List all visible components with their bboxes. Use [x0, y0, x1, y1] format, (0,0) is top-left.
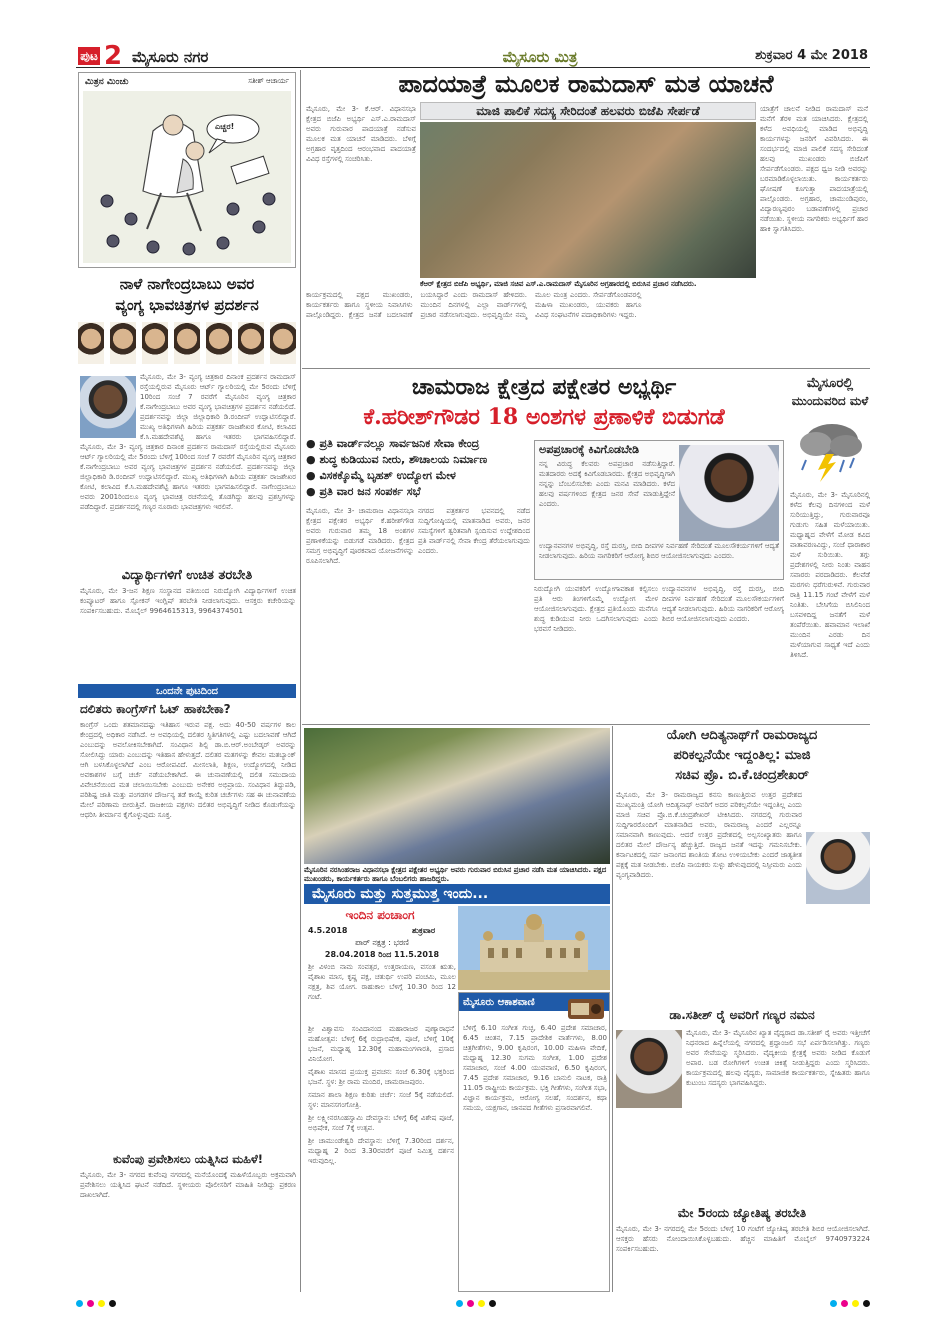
students-headline: ವಿದ್ಯಾರ್ಥಿಗಳಿಗೆ ಉಚಿತ ತರಬೇತಿ [121, 568, 253, 583]
lead-left-body: ಮೈಸೂರು, ಮೇ 3- ಕೆ.ಆರ್. ವಿಧಾನಸಭಾ ಕ್ಷೇತ್ರದ ಬಿಜೆಪಿ ಅಭ್ಯರ್ಥಿ ಎಸ್.ಎ.ರಾಮದಾಸ್ ಅವರು ಗುರುವಾರ ಪಾದಯಾತ್ರೆ ನಡೆಸುವ ಮೂಲಕ ಮತ ಯಾಚನೆ ಮಾಡಿದರು. ಬೆಳಿಗ್ಗೆ ಅಗ್ರಹಾರ ವೃತ್ತದಿಂದ ಆರಂಭವಾದ ಪಾದಯಾತ್ರೆ ವಿವಿಧ ರಸ್ತೆಗಳಲ್ಲಿ ಸಂಚರಿಸಿತು. [306, 105, 416, 163]
rain-cloud-icon [792, 414, 868, 484]
nagendra-photo [80, 376, 136, 438]
lead-caption: ಕೆಆರ್ ಕ್ಷೇತ್ರದ ಬಿಜೆಪಿ ಅಭ್ಯರ್ಥಿ, ಮಾಜಿ ಸಚಿವ ಎಸ್.ಎ.ರಾಮದಾಸ್ ಮೈಸೂರಿನ ಅಗ್ರಹಾರದಲ್ಲಿ ಬಿರುಸಿನ ಪ್ರಚಾರ ನಡೆಸಿದರು. [420, 280, 697, 288]
jyoti-body: ಮೈಸೂರು, ಮೇ 3- ನಗರದಲ್ಲಿ ಮೇ 5ರಂದು ಬೆಳಿಗ್ಗೆ 10 ಗಂಟೆಗೆ ಜ್ಯೋತಿಷ್ಯ ತರಬೇತಿ ಶಿಬಿರ ಆಯೋಜಿಸಲಾಗಿದೆ. ಆಸಕ್ತರು ಹೆಸರು ನೋಂದಾಯಿಸಿಕೊಳ್ಳಬಹುದು. ಹೆಚ್ಚಿನ ಮಾಹಿತಿಗೆ ಮೊಬೈಲ್ 9740973224 ಸಂಪರ್ಕಿಸಬಹುದು. [616, 1225, 870, 1253]
harish-headline-2: ಕೆ.ಹರೀಶ್‌ಗೌಡರ 18 ಅಂಶಗಳ ಪ್ರಣಾಳಿಕೆ ಬಿಡುಗಡೆ [363, 404, 725, 430]
caricature-image [78, 322, 104, 364]
page-number: 2 [104, 41, 123, 71]
bullet-item: ● ಪ್ರತಿ ವಾರ್ಡ್‌ನಲ್ಲೂ ಸಾರ್ವಜನಿಕ ಸೇವಾ ಕೇಂದ್ರ [306, 437, 480, 450]
lead-bottom-body: ಕಾರ್ಯಕ್ರಮದಲ್ಲಿ ಪಕ್ಷದ ಮುಖಂಡರು, ಕಾರ್ಯಕರ್ತರು ಹಾಗೂ ಸ್ಥಳೀಯ ನಿವಾಸಿಗಳು ಪಾಲ್ಗೊಂಡಿದ್ದರು. ಕ್ಷೇತ್ರದ ಜನತೆ ಬದಲಾವಣೆ ಬಯಸಿದ್ದಾರೆ ಎಂದು ರಾಮದಾಸ್ ಹೇಳಿದರು. ಮುಂದಿನ ದಿನಗಳಲ್ಲಿ ಎಲ್ಲಾ ವಾರ್ಡ್‌ಗಳಲ್ಲಿ ಪ್ರಚಾರ ನಡೆಸಲಾಗುವುದು. ಅಭಿವೃದ್ಧಿಯೇ ನಮ್ಮ ಮೂಲ ಮಂತ್ರ ಎಂದರು. ಸೇರ್ಪಡೆಗೊಂಡವರಲ್ಲಿ ಮಹಿಳಾ ಮುಖಂಡರು, ಯುವಕರು ಹಾಗೂ ವಿವಿಧ ಸಂಘಟನೆಗಳ ಪದಾಧಿಕಾರಿಗಳು ಇದ್ದರು. [306, 291, 642, 319]
panchanga-range: 28.04.2018 ರಿಂದ 11.5.2018 [324, 950, 440, 959]
nagendra-headline-1: ನಾಳೆ ನಾಗೇಂದ್ರಬಾಬು ಅವರ [119, 275, 255, 293]
yogi-headline-2: ಪರಿಕಲ್ಪನೆಯೇ ಇದ್ದಂತಿಲ್ಲ: ಮಾಜಿ [673, 748, 811, 763]
today-bar [304, 884, 610, 904]
kavi-photo [679, 445, 779, 541]
registration-marks [830, 1300, 870, 1307]
yogi-headline-1: ಯೋಗಿ ಆದಿತ್ಯನಾಥ್‌ಗೆ ರಾಮರಾಜ್ಯದ [666, 728, 818, 743]
satish-headline: ಡಾ.ಸತೀಶ್ ರೈ ಅವರಿಗೆ ಗಣ್ಯರ ನಮನ [669, 1008, 815, 1022]
list-item: ಶ್ರೀ ಲಕ್ಷ್ಮೀನರಸಿಂಹಸ್ವಾಮಿ ದೇವಸ್ಥಾನ: ಬೆಳಿಗ್ಗೆ 6ಕ್ಕೆ ವಿಶೇಷ ಪೂಜೆ, ಅಭಿಷೇಕ, ಸಂಜೆ 7ಕ್ಕೆ ಉತ್ಸವ. [308, 1114, 454, 1132]
column-body: ಕಾಂಗ್ರೆಸ್ ಒಂದು ಶತಮಾನದಷ್ಟು ಇತಿಹಾಸ ಇರುವ ಪಕ್ಷ. ಅದು 40-50 ವರ್ಷಗಳ ಕಾಲ ಕೇಂದ್ರದಲ್ಲಿ ಅಧಿಕಾರ ನಡೆಸಿದೆ. ಆ ಅವಧಿಯಲ್ಲಿ ದಲಿತರ ಸ್ಥಿತಿಗತಿಗಳಲ್ಲಿ ಎಷ್ಟು ಬದಲಾವಣೆ ಆಗಿದೆ ಎಂಬುದನ್ನು ಅವಲೋಕಿಸಬೇಕಾಗಿದೆ. ಸಂವಿಧಾನ ಶಿಲ್ಪಿ ಡಾ.ಬಿ.ಆರ್.ಅಂಬೇಡ್ಕರ್ ಅವರನ್ನು ಸೋಲಿಸಿದ್ದು ಯಾರು ಎಂಬುದನ್ನು ಇತಿಹಾಸ ಹೇಳುತ್ತದೆ. ದಲಿತರ ಮತಗಳನ್ನು ಕೇವಲ ಮತಬ್ಯಾಂಕ್ ಆಗಿ ಬಳಸಿಕೊಳ್ಳಲಾಗಿದೆ ಎಂಬ ಆರೋಪವಿದೆ. ಮೀಸಲಾತಿ, ಶಿಕ್ಷಣ, ಉದ್ಯೋಗದಲ್ಲಿ ನೀಡಿದ ಅವಕಾಶಗಳ ಬಗ್ಗೆ ಚರ್ಚೆ ನಡೆಯಬೇಕಾಗಿದೆ. ಈ ಚುನಾವಣೆಯಲ್ಲಿ ದಲಿತ ಸಮುದಾಯ ವಿವೇಚನೆಯಿಂದ ಮತ ಚಲಾಯಿಸಬೇಕು ಎಂಬುದು ಅನೇಕರ ಅಭಿಪ್ರಾಯ. ಸಂವಿಧಾನ ತಿದ್ದುಪಡಿ, ಪರಿಶಿಷ್ಟ ಜಾತಿ ಮತ್ತು ಪಂಗಡಗಳ ದೌರ್ಜನ್ಯ ತಡೆ ಕಾಯ್ದೆ ಕುರಿತ ಚರ್ಚೆಗಳು ಸಹ ಈ ಚುನಾವಣೆಯ ಮೇಲೆ ಪರಿಣಾಮ ಬೀರುತ್ತಿವೆ. ರಾಜಕೀಯ ಪಕ್ಷಗಳು ದಲಿತರ ಅಭಿವೃದ್ಧಿಗೆ ನೀಡಿದ ಕೊಡುಗೆಯನ್ನು ಆಧರಿಸಿ ತೀರ್ಮಾನ ಕೈಗೊಳ್ಳುವುದು ಸೂಕ್ತ. [80, 721, 296, 819]
campaign-caption: ಮೈಸೂರಿನ ನರಸಿಂಹರಾಜ ವಿಧಾನಸಭಾ ಕ್ಷೇತ್ರದ ಪಕ್ಷೇತರ ಅಭ್ಯರ್ಥಿ ಅವರು ಗುರುವಾರ ಬಿರುಸಿನ ಪ್ರಚಾರ ನಡೆಸಿ ಮತ ಯಾಚಿಸಿದರು. ಪಕ್ಷದ ಮುಖಂಡರು, ಕಾರ್ಯಕರ್ತರು ಹಾಗೂ ಬೆಂಬಲಿಗರು ಹಾಜರಿದ್ದರು. [304, 866, 607, 883]
cartoon-author: ಸತೀಶ್ ಆಚಾರ್ಯ [248, 77, 289, 85]
today-items [308, 1024, 454, 1292]
yogi-photo [806, 832, 870, 904]
list-item: ಶ್ರೀ ಚಾಮುಂಡೇಶ್ವರಿ ದೇವಸ್ಥಾನ: ಬೆಳಿಗ್ಗೆ 7.30ರಿಂದ ದರ್ಶನ, ಮಧ್ಯಾಹ್ನ 2 ರಿಂದ 3.30ರವರೆಗೆ ಪೂಜೆ ನಿಮಿತ್ತ ದರ್ಶನ ಇರುವುದಿಲ್ಲ. [308, 1137, 454, 1165]
bullet-item: ● ವಿಸಕಕ್ಕೊಮ್ಮೆ ಬೃಹತ್ ಉದ್ಯೋಗ ಮೇಳ [306, 469, 456, 482]
harish-bullets [306, 436, 532, 500]
nagendra-body-text: ಮೈಸೂರು, ಮೇ 3- ವ್ಯಂಗ್ಯ ಚಿತ್ರಕಾರ ದಿನಾಂಕ ಪ್ರದರ್ಶನ ರಾಮದಾಸ್ ರಸ್ತೆಯಲ್ಲಿರುವ ಮೈಸೂರು ಆರ್ಟ್ ಗ್ಯಾಲರಿಯಲ್ಲಿ ಮೇ 5ರಂದು ಬೆಳಿಗ್ಗೆ 10ರಿಂದ ಸಂಜೆ 7 ರವರೆಗೆ ಮೈಸೂರಿನ ವ್ಯಂಗ್ಯ ಚಿತ್ರಕಾರ ಕೆ.ನಾಗೇಂದ್ರಬಾಬು ಅವರ ವ್ಯಂಗ್ಯ ಭಾವಚಿತ್ರಗಳ ಪ್ರದರ್ಶನ ನಡೆಯಲಿದೆ. ಪ್ರದರ್ಶನವನ್ನು ಜಿಲ್ಲಾ ಜಿಲ್ಲಾಧಿಕಾರಿ ಡಿ.ರಂದೀಪ್ ಉದ್ಘಾಟಿಸಲಿದ್ದಾರೆ. ಮುಖ್ಯ ಅತಿಥಿಗಳಾಗಿ ಹಿರಿಯ ಪತ್ರಕರ್ತ ರಾಜಶೇಖರ ಕೋಟಿ, ಕಲಾವಿದ ಕೆ.ಸಿ.ಮಹದೇವಶೆಟ್ಟಿ ಹಾಗೂ ಇತರರು ಭಾಗವಹಿಸಲಿದ್ದಾರೆ. ನಾಗೇಂದ್ರಬಾಬು ಅವರು 2001ರಿಂದಲೂ ವ್ಯಂಗ್ಯ ಭಾವಚಿತ್ರ ರಚನೆಯಲ್ಲಿ ತೊಡಗಿದ್ದು ಹಲವು ಪ್ರಶಸ್ತಿಗಳನ್ನು ಪಡೆದಿದ್ದಾರೆ. ಪ್ರದರ್ಶನದಲ್ಲಿ ಗಣ್ಯರ ನೂರಾರು ಭಾವಚಿತ್ರಗಳು ಇರಲಿವೆ. [80, 443, 296, 511]
column-divider [612, 726, 613, 1292]
radio-body: ಬೆಳಿಗ್ಗೆ 6.10 ಸಂಗೀತ ಗುಚ್ಛ, 6.40 ಪ್ರದೇಶ ಸಮಾಚಾರ, 6.45 ಚಿಂತನ, 7.15 ಪ್ರಾದೇಶಿಕ ವಾರ್ತೆಗಳು, 8.00 ಚಿತ್ರಗೀತೆಗಳು, 9.00 ಕೃಷಿರಂಗ, 10.00 ಮಹಿಳಾ ವೇದಿಕೆ, ಮಧ್ಯಾಹ್ನ 12.30 ಸುಗಮ ಸಂಗೀತ, 1.00 ಪ್ರದೇಶ ಸಮಾಚಾರ, ಸಂಜೆ 4.00 ಯುವವಾಣಿ, 6.50 ಕೃಷಿರಂಗ, 7.45 ಪ್ರದೇಶ ಸಮಾಚಾರ, 9.16 ಬಾನುಲಿ ನಾಟಕ, ರಾತ್ರಿ 11.05 ರಾಷ್ಟ್ರೀಯ ಕಾರ್ಯಕ್ರಮ. ಭಕ್ತಿ ಗೀತೆಗಳು, ಸಂಗೀತ ಸಭಾ, ವಿಜ್ಞಾನ ಕಾರ್ಯಕ್ರಮ, ಆರೋಗ್ಯ ಸಲಹೆ, ಸಂದರ್ಶನ, ಕಥಾ ಸಮಯ, ಯಕ್ಷಗಾನ, ಜಾನಪದ ಗೀತೆಗಳು ಪ್ರಸಾರವಾಗಲಿವೆ. [463, 1024, 607, 1112]
cartoon-box [78, 72, 296, 268]
kavi-box [534, 440, 784, 580]
caricature-strip [78, 322, 296, 368]
column-headline: ದಲಿತರು ಕಾಂಗ್ರೆಸ್‌ಗೆ ಓಟ್ ಹಾಕಬೇಕಾ? [80, 702, 231, 716]
panchanga-date: 4.5.2018 [308, 926, 348, 935]
lead-headline: ಪಾದಯಾತ್ರೆ ಮೂಲಕ ರಾಮದಾಸ್ ಮತ ಯಾಚನೆ [398, 69, 774, 98]
today-bar-text: ಮೈಸೂರು ಮತ್ತು ಸುತ್ತಮುತ್ತ ಇಂದು... [312, 886, 489, 902]
section-title: ಮೈಸೂರು ನಗರ [132, 48, 209, 66]
bullet-text: ವಿಸಕಕ್ಕೊಮ್ಮೆ ಬೃಹತ್ ಉದ್ಯೋಗ ಮೇಳ [319, 469, 456, 482]
section-divider [302, 724, 870, 725]
nagendra-body: ಮೈಸೂರು, ಮೇ 3- ವ್ಯಂಗ್ಯ ಚಿತ್ರಕಾರ ದಿನಾಂಕ ಪ್ರದರ್ಶನ ರಾಮದಾಸ್ ರಸ್ತೆಯಲ್ಲಿರುವ ಮೈಸೂರು ಆರ್ಟ್ ಗ್ಯಾಲರಿಯಲ್ಲಿ ಮೇ 5ರಂದು ಬೆಳಿಗ್ಗೆ 10ರಿಂದ ಸಂಜೆ 7 ರವರೆಗೆ ಮೈಸೂರಿನ ವ್ಯಂಗ್ಯ ಚಿತ್ರಕಾರ ಕೆ.ನಾಗೇಂದ್ರಬಾಬು ಅವರ ವ್ಯಂಗ್ಯ ಭಾವಚಿತ್ರಗಳ ಪ್ರದರ್ಶನ ನಡೆಯಲಿದೆ. ಪ್ರದರ್ಶನವನ್ನು ಜಿಲ್ಲಾ ಜಿಲ್ಲಾಧಿಕಾರಿ ಡಿ.ರಂದೀಪ್ ಉದ್ಘಾಟಿಸಲಿದ್ದಾರೆ. ಮುಖ್ಯ ಅತಿಥಿಗಳಾಗಿ ಹಿರಿಯ ಪತ್ರಕರ್ತ ರಾಜಶೇಖರ ಕೋಟಿ, ಕಲಾವಿದ ಕೆ.ಸಿ.ಮಹದೇವಶೆಟ್ಟಿ ಹಾಗೂ ಇತರರು ಭಾಗವಹಿಸಲಿದ್ದಾರೆ. [140, 373, 296, 441]
panchanga-body: ಶ್ರೀ ವಿಳಂಬಿ ನಾಮ ಸಂವತ್ಸರ, ಉತ್ತರಾಯಣ, ವಸಂತ ಋತು, ವೈಶಾಖ ಮಾಸ, ಕೃಷ್ಣ ಪಕ್ಷ, ಚತುರ್ಥಿ ಉಪರಿ ಪಂಚಮಿ, ಮೂಲ ನಕ್ಷತ್ರ, ಶಿವ ಯೋಗ. ರಾಹುಕಾಲ ಬೆಳಿಗ್ಗೆ 10.30 ರಿಂದ 12 ಗಂಟೆ. [308, 963, 456, 1001]
page-date: ಶುಕ್ರವಾರ 4 ಮೇ 2018 [755, 48, 868, 63]
kuvempu-headline: ಕುವೆಂಪು ಪ್ರವೇಶಿಸಲು ಯತ್ನಿಸಿದ ಮಹಿಳೆ! [113, 1152, 263, 1166]
lead-photo [420, 122, 756, 278]
list-item: ವೈಶಾಖ ಮಾಸದ ಪ್ರಯುಕ್ತ ಪ್ರವಚನ: ಸಂಜೆ 6.30ಕ್ಕೆ ಭಕ್ತರಿಂದ ಭಜನೆ. ಸ್ಥಳ: ಶ್ರೀ ರಾಮ ಮಂದಿರ, ಚಾಮರಾಜಪುರಂ. [308, 1068, 454, 1086]
column-label-text: ಒಂದನೇ ಪುಟದಿಂದ [156, 685, 218, 697]
yogi-headline-3: ಸಚಿವ ಪ್ರೊ. ಬಿ.ಕೆ.ಚಂದ್ರಶೇಖರ್ [675, 768, 809, 783]
harish-body-1: ಮೈಸೂರು, ಮೇ 3- ಚಾಮರಾಜ ವಿಧಾನಸಭಾ ಕ್ಷೇತ್ರದ ಪಕ್ಷೇತರ ಅಭ್ಯರ್ಥಿ ಕೆ.ಹರೀಶ್‌ಗೌಡ ಅವರು ಗುರುವಾರ ತಮ್ಮ 18 ಅಂಶಗಳ ಪ್ರಣಾಳಿಕೆಯನ್ನು ಬಿಡುಗಡೆ ಮಾಡಿದರು. ಕ್ಷೇತ್ರದ ಸಮಗ್ರ ಅಭಿವೃದ್ಧಿಗೆ ಪೂರಕವಾದ ಯೋಜನೆಗಳನ್ನು ರೂಪಿಸಲಾಗಿದೆ. [306, 507, 414, 565]
campaign-photo [304, 728, 610, 864]
bullet-text: ಶುದ್ಧ ಕುಡಿಯುವ ನೀರು, ಶೌಚಾಲಯ ನಿರ್ಮಾಣ [319, 453, 488, 466]
bullet-item: ● ಶುದ್ಧ ಕುಡಿಯುವ ನೀರು, ಶೌಚಾಲಯ ನಿರ್ಮಾಣ [306, 453, 488, 466]
kavi-body-2: ಉದ್ಯಾನವನಗಳ ಅಭಿವೃದ್ಧಿ, ರಸ್ತೆ ದುರಸ್ತಿ, ಬೀದಿ ದೀಪಗಳ ನಿರ್ವಹಣೆ ಸೇರಿದಂತೆ ಮೂಲಸೌಕರ್ಯಗಳಿಗೆ ಆದ್ಯತೆ ನೀಡಲಾಗುವುದು. ಹಿರಿಯ ನಾಗರಿಕರಿಗೆ ಆರೋಗ್ಯ ಶಿಬಿರ ಆಯೋಜಿಸಲಾಗುವುದು ಎಂದರು. [539, 542, 779, 560]
masthead: ಮೈಸೂರು ಮಿತ್ರ [502, 48, 578, 66]
panchanga-title: ಇಂದಿನ ಪಂಚಾಂಗ [345, 908, 415, 922]
list-item: ಶ್ರೀ ವಿಶ್ವಾವಸು ಸಂವಿದಾನಂದ ಮಹಾರಾಜರ ಪುಣ್ಯಾರಾಧನೆ ಮಹೋತ್ಸವ: ಬೆಳಿಗ್ಗೆ 6ಕ್ಕೆ ರುದ್ರಾಭಿಷೇಕ, ಪೂಜೆ, ಬೆಳಿಗ್ಗೆ 10ಕ್ಕೆ ಭಜನೆ, ಮಧ್ಯಾಹ್ನ 12.30ಕ್ಕೆ ಮಹಾಮಂಗಳಾರತಿ, ಪ್ರಸಾದ ವಿನಿಯೋಗ. [308, 1025, 454, 1063]
palace-image [458, 906, 610, 990]
satish-photo [616, 1030, 682, 1108]
nagendra-headline-2: ವ್ಯಂಗ್ಯ ಭಾವಚಿತ್ರಗಳ ಪ್ರದರ್ಶನ [115, 296, 259, 314]
caricature-image [174, 322, 200, 364]
lead-right-body: ಯಾತ್ರೆಗೆ ಚಾಲನೆ ನೀಡಿದ ರಾಮದಾಸ್ ಮನೆ ಮನೆಗೆ ತೆರಳಿ ಮತ ಯಾಚಿಸಿದರು. ಕ್ಷೇತ್ರದಲ್ಲಿ ಕಳೆದ ಅವಧಿಯಲ್ಲಿ ಮಾಡಿದ ಅಭಿವೃದ್ಧಿ ಕಾರ್ಯಗಳನ್ನು ಜನರಿಗೆ ವಿವರಿಸಿದರು. ಈ ಸಂದರ್ಭದಲ್ಲಿ ಮಾಜಿ ಪಾಲಿಕೆ ಸದಸ್ಯ ಸೇರಿದಂತೆ ಹಲವು ಮುಖಂಡರು ಬಿಜೆಪಿಗೆ ಸೇರ್ಪಡೆಗೊಂಡರು. ಪಕ್ಷದ ಧ್ವಜ ನೀಡಿ ಅವರನ್ನು ಬರಮಾಡಿಕೊಳ್ಳಲಾಯಿತು. ಕಾರ್ಯಕರ್ತರು ಘೋಷಣೆ ಕೂಗುತ್ತಾ ಪಾದಯಾತ್ರೆಯಲ್ಲಿ ಪಾಲ್ಗೊಂಡರು. ಅಗ್ರಹಾರ, ಚಾಮುಂಡಿಪುರಂ, ವಿದ್ಯಾರಣ್ಯಪುರಂ ಬಡಾವಣೆಗಳಲ್ಲಿ ಪ್ರಚಾರ ನಡೆಯಿತು. ಸ್ಥಳೀಯ ನಾಗರಿಕರು ಅಭ್ಯರ್ಥಿಗೆ ಹಾರ ಹಾಕಿ ಸ್ವಾಗತಿಸಿದರು. [760, 105, 868, 233]
harish-body-3: ನಿರುದ್ಯೋಗಿ ಯುವಕರಿಗೆ ಉದ್ಯೋಗಾವಕಾಶ ಕಲ್ಪಿಸಲು ಪ್ರತಿ ಆರು ತಿಂಗಳಿಗೊಮ್ಮೆ ಉದ್ಯೋಗ ಮೇಳ ಆಯೋಜಿಸಲಾಗುವುದು. ಕ್ಷೇತ್ರದ ಪ್ರತಿಯೊಂದು ಮನೆಗೂ ಶುದ್ಧ ಕುಡಿಯುವ ನೀರು ಒದಗಿಸಲಾಗುವುದು ಎಂದು ಭರವಸೆ ನೀಡಿದರು. [534, 585, 658, 633]
caricature-image [110, 322, 136, 364]
rain-headline-1: ಮೈಸೂರಲ್ಲಿ [806, 376, 854, 391]
radio-icon [567, 995, 605, 1021]
cartoon-image [83, 91, 291, 263]
harish-headline-1: ಚಾಮರಾಜ ಕ್ಷೇತ್ರದ ಪಕ್ಷೇತರ ಅಭ್ಯರ್ಥಿ [411, 374, 677, 400]
column-label [78, 684, 296, 698]
caricature-image [142, 322, 168, 364]
radio-title: ಮೈಸೂರು ಆಕಾಶವಾಣಿ [463, 996, 535, 1008]
nagendra-body-cont [80, 442, 296, 560]
column-divider [300, 70, 301, 1292]
registration-marks [76, 1300, 116, 1307]
satish-body: ಮೈಸೂರು, ಮೇ 3- ಮೈಸೂರಿನ ಖ್ಯಾತ ವೈದ್ಯರಾದ ಡಾ.ಸತೀಶ್ ರೈ ಅವರು ಇತ್ತೀಚೆಗೆ ನಿಧನರಾದ ಹಿನ್ನೆಲೆಯಲ್ಲಿ ನಗರದಲ್ಲಿ ಶ್ರದ್ಧಾಂಜಲಿ ಸಭೆ ಏರ್ಪಡಿಸಲಾಗಿತ್ತು. ಗಣ್ಯರು ಅವರ ಸೇವೆಯನ್ನು ಸ್ಮರಿಸಿದರು. ವೈದ್ಯಕೀಯ ಕ್ಷೇತ್ರಕ್ಕೆ ಅವರು ನೀಡಿದ ಕೊಡುಗೆ ಅಪಾರ. ಬಡ ರೋಗಿಗಳಿಗೆ ಉಚಿತ ಚಿಕಿತ್ಸೆ ನೀಡುತ್ತಿದ್ದರು ಎಂದು ಸ್ಮರಿಸಿದರು. ಕಾರ್ಯಕ್ರಮದಲ್ಲಿ ಹಲವು ವೈದ್ಯರು, ಸಾಮಾಜಿಕ ಕಾರ್ಯಕರ್ತರು, ಸ್ನೇಹಿತರು ಹಾಗೂ ಕುಟುಂಬ ಸದಸ್ಯರು ಭಾಗವಹಿಸಿದ್ದರು. [686, 1029, 870, 1087]
caricature-image [270, 322, 296, 364]
bullet-text: ಪ್ರತಿ ವಾರ್ಡ್‌ನಲ್ಲೂ ಸಾರ್ವಜನಿಕ ಸೇವಾ ಕೇಂದ್ರ [319, 437, 480, 450]
kuvempu-body: ಮೈಸೂರು, ಮೇ 3- ನಗರದ ಕುವೆಂಪು ನಗರದಲ್ಲಿ ಮನೆಯೊಂದಕ್ಕೆ ಮಹಿಳೆಯೊಬ್ಬರು ಅಕ್ರಮವಾಗಿ ಪ್ರವೇಶಿಸಲು ಯತ್ನಿಸಿದ ಘಟನೆ ನಡೆದಿದೆ. ಸ್ಥಳೀಯರು ಪೊಲೀಸರಿಗೆ ಮಾಹಿತಿ ನೀಡಿದ್ದು ಪ್ರಕರಣ ದಾಖಲಾಗಿದೆ. [80, 1171, 296, 1199]
cartoon-title: ಮಿತ್ರನ ಮಿಂಚು [85, 77, 129, 87]
rain-body: ಮೈಸೂರು, ಮೇ 3- ಮೈಸೂರಿನಲ್ಲಿ ಕಳೆದ ಕೆಲವು ದಿನಗಳಿಂದ ಮಳೆ ಸುರಿಯುತ್ತಿದ್ದು, ಗುರುವಾರವೂ ಗುಡುಗು ಸಹಿತ ಮಳೆಯಾಯಿತು. ಮಧ್ಯಾಹ್ನದ ವೇಳೆಗೆ ಮೋಡ ಕವಿದ ವಾತಾವರಣವಿದ್ದು, ಸಂಜೆ ಧಾರಾಕಾರ ಮಳೆ ಸುರಿಯಿತು. ತಗ್ಗು ಪ್ರದೇಶಗಳಲ್ಲಿ ನೀರು ನಿಂತು ವಾಹನ ಸವಾರರು ಪರದಾಡಿದರು. ಕೆಲವೆಡೆ ಮರಗಳು ಧರೆಗುರುಳಿವೆ. ಗುರುವಾರ ರಾತ್ರಿ 11.15 ಗಂಟೆ ವೇಳೆಗೆ ಮಳೆ ನಿಂತಿತು. ಬೇಸಿಗೆಯ ಬಿಸಿಲಿನಿಂದ ಬಸವಳಿದಿದ್ದ ಜನತೆಗೆ ಮಳೆ ತಂಪೆರೆಯಿತು. ಹವಾಮಾನ ಇಲಾಖೆ ಮುಂದಿನ ಎರಡು ದಿನ ಮಳೆಯಾಗುವ ಸಾಧ್ಯತೆ ಇದೆ ಎಂದು ತಿಳಿಸಿದೆ. [790, 491, 870, 659]
harish-body-4: ಉದ್ಯಾನವನಗಳ ಅಭಿವೃದ್ಧಿ, ರಸ್ತೆ ದುರಸ್ತಿ, ಬೀದಿ ದೀಪಗಳ ನಿರ್ವಹಣೆ ಸೇರಿದಂತೆ ಮೂಲಸೌಕರ್ಯಗಳಿಗೆ ಆದ್ಯತೆ ನೀಡಲಾಗುವುದು. ಹಿರಿಯ ನಾಗರಿಕರಿಗೆ ಆರೋಗ್ಯ ಶಿಬಿರ ಆಯೋಜಿಸಲಾಗುವುದು ಎಂದರು. [662, 585, 784, 623]
caricature-image [238, 322, 264, 364]
panchanga-day: ಶುಕ್ರವಾರ [412, 926, 436, 935]
kavi-headline: ಅಪಪ್ರಚಾರಕ್ಕೆ ಕಿವಿಗೊಡಬೇಡಿ [539, 443, 640, 456]
bullet-item: ● ಪ್ರತಿ ವಾರ ಜನ ಸಂಪರ್ಕ ಸಭೆ [306, 485, 421, 498]
cartoon-speech: ಎಚ್ಚರ! [215, 122, 235, 131]
jyoti-headline: ಮೇ 5ರಂದು ಜ್ಯೋತಿಷ್ಯ ತರಬೇತಿ [677, 1206, 807, 1220]
harish-body-2: ನಗರದ ಪತ್ರಕರ್ತರ ಭವನದಲ್ಲಿ ನಡೆದ ಸುದ್ದಿಗೋಷ್ಠಿಯಲ್ಲಿ ಮಾತನಾಡಿದ ಅವರು, ಜನರ ಸಮಸ್ಯೆಗಳಿಗೆ ತ್ವರಿತವಾಗಿ ಸ್ಪಂದಿಸುವ ಉದ್ದೇಶದಿಂದ ಪ್ರತಿ ವಾರ್ಡ್‌ನಲ್ಲಿ ಸೇವಾ ಕೇಂದ್ರ ತೆರೆಯಲಾಗುವುದು ಎಂದರು. [418, 507, 530, 555]
rain-headline-2: ಮುಂದುವರಿದ ಮಳೆ [791, 394, 869, 408]
kavi-body: ನನ್ನ ವಿರುದ್ಧ ಕೆಲವರು ಅಪಪ್ರಚಾರ ನಡೆಸುತ್ತಿದ್ದಾರೆ. ಮತದಾರರು ಅದಕ್ಕೆ ಕಿವಿಗೊಡಬಾರದು. ಕ್ಷೇತ್ರದ ಅಭಿವೃದ್ಧಿಗಾಗಿ ನನ್ನನ್ನು ಬೆಂಬಲಿಸಬೇಕು ಎಂದು ಮನವಿ ಮಾಡಿದರು. ಕಳೆದ ಹಲವು ವರ್ಷಗಳಿಂದ ಕ್ಷೇತ್ರದ ಜನರ ಸೇವೆ ಮಾಡುತ್ತಿದ್ದೇನೆ ಎಂದರು. [539, 460, 675, 508]
bullet-text: ಪ್ರತಿ ವಾರ ಜನ ಸಂಪರ್ಕ ಸಭೆ [319, 485, 421, 498]
list-item: ಸಮಾನ ಶಾಲಾ ಶಿಕ್ಷಣ ಕುರಿತು ಚರ್ಚೆ: ಸಂಜೆ 5ಕ್ಕೆ ನಡೆಯಲಿದೆ. ಸ್ಥಳ: ಮಾನಸಗಂಗೋತ್ರಿ. [308, 1091, 454, 1109]
lead-subheadline: ಮಾಜಿ ಪಾಲಿಕೆ ಸದಸ್ಯ ಸೇರಿದಂತೆ ಹಲವರು ಬಿಜೆಪಿ ಸೇರ್ಪಡೆ [420, 102, 756, 120]
students-body: ಮೈಸೂರು, ಮೇ 3-ಜನ ಶಿಕ್ಷಣ ಸಂಸ್ಥಾನದ ವತಿಯಿಂದ ನಿರುದ್ಯೋಗಿ ವಿದ್ಯಾರ್ಥಿಗಳಿಗೆ ಉಚಿತ ಕಂಪ್ಯೂಟರ್ ಹಾಗೂ ಸ್ಪೋಕನ್ ಇಂಗ್ಲಿಷ್ ತರಬೇತಿ ನೀಡಲಾಗುವುದು. ಆಸಕ್ತರು ಕಚೇರಿಯನ್ನು ಸಂಪರ್ಕಿಸಬಹುದು. ಮೊಬೈಲ್ 9964615313, 9964374501 [80, 587, 296, 615]
registration-marks [456, 1300, 496, 1307]
panchanga-star: ಪಾರ್ ನಕ್ಷತ್ರ : ಭರಣಿ [355, 938, 409, 947]
yogi-body: ಮೈಸೂರು, ಮೇ 3- ರಾಮರಾಜ್ಯದ ಕನಸು ಕಾಣುತ್ತಿರುವ ಉತ್ತರ ಪ್ರದೇಶದ ಮುಖ್ಯಮಂತ್ರಿ ಯೋಗಿ ಆದಿತ್ಯನಾಥ್ ಅವರಿಗೆ ಅದರ ಪರಿಕಲ್ಪನೆಯೇ ಇದ್ದಂತಿಲ್ಲ ಎಂದು ಮಾಜಿ ಸಚಿವ ಪ್ರೊ.ಬಿ.ಕೆ.ಚಂದ್ರಶೇಖರ್ ಟೀಕಿಸಿದರು. ನಗರದಲ್ಲಿ ಗುರುವಾರ ಸುದ್ದಿಗಾರರೊಂದಿಗೆ ಮಾತನಾಡಿದ ಅವರು, ರಾಮರಾಜ್ಯ ಎಂದರೆ ಎಲ್ಲರನ್ನೂ ಸಮಾನವಾಗಿ ಕಾಣುವುದು. ಆದರೆ ಉತ್ತರ ಪ್ರದೇಶದಲ್ಲಿ ಅಲ್ಪಸಂಖ್ಯಾತರು ಹಾಗೂ ದಲಿತರ ಮೇಲೆ ದೌರ್ಜನ್ಯ ಹೆಚ್ಚುತ್ತಿದೆ. ರಾಜ್ಯದ ಜನತೆ ಇದನ್ನು ಗಮನಿಸಬೇಕು. ಕರ್ನಾಟಕದಲ್ಲಿ ಸರ್ವ ಜನಾಂಗದ ಶಾಂತಿಯ ತೋಟ ಉಳಿಯಬೇಕು ಎಂದರೆ ಜಾತ್ಯತೀತ ಪಕ್ಷಕ್ಕೆ ಮತ ನೀಡಬೇಕು. ಬಿಜೆಪಿ ನಾಯಕರು ಸುಳ್ಳು ಹೇಳುವುದರಲ್ಲಿ ನಿಸ್ಸೀಮರು ಎಂದು ವ್ಯಂಗ್ಯವಾಡಿದರು. [616, 791, 802, 879]
page-label: ಪುಟ [78, 47, 100, 65]
section-divider [302, 368, 870, 369]
caricature-image [206, 322, 232, 364]
radio-box [458, 992, 610, 1292]
